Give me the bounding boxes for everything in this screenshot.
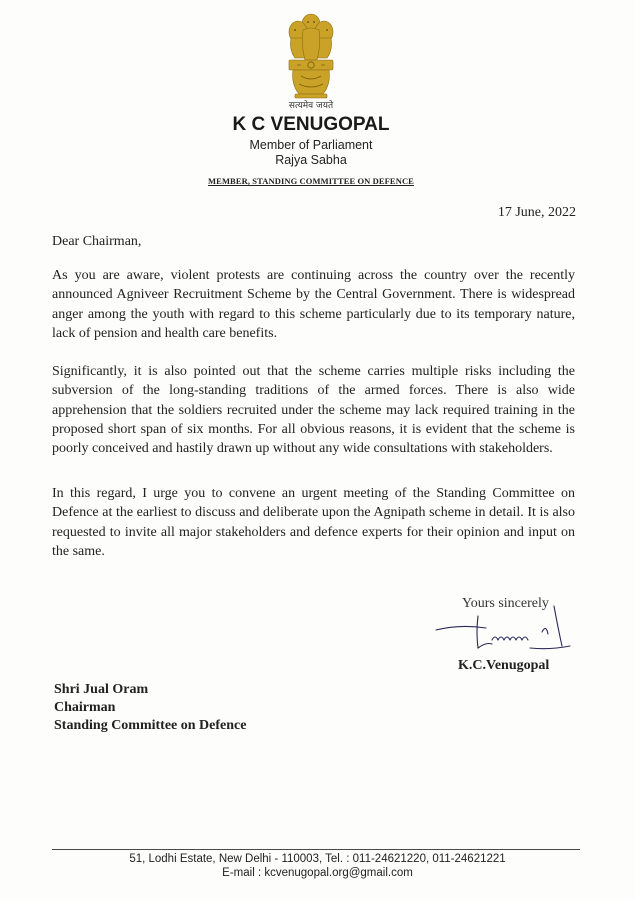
- body-paragraph-3: In this regard, I urge you to convene an urgent meeting of the Standing Committee on Defence at the earliest to discuss and deliberate upon the Agnipath scheme in detail. It is also requested to invite all major stakeholders and defence experts for their opinion and input on the same.: [52, 486, 575, 559]
- addressee-name: Shri Jual Oram: [54, 682, 149, 697]
- signer-name: K.C.Venugopal: [458, 658, 550, 673]
- addressee-title: Chairman: [54, 700, 116, 715]
- closing: Yours sincerely: [462, 596, 549, 611]
- body-paragraph-2: Significantly, it is also pointed out that the scheme carries multiple risks including the subversion of the long-standing traditions of the armed forces. There is also wide apprehension that the soldiers recruited under the scheme may lack required training in the proposed short span of six months. For all obvious reasons, it is evident that the scheme is poorly conceived and hastily drawn up without any wide consultations with stakeholders.: [52, 364, 575, 457]
- letter-date: 17 June, 2022: [497, 205, 576, 220]
- footer-divider: [52, 849, 580, 850]
- body-paragraph-1: As you are aware, violent protests are continuing across the country over the recently announced Agniveer Recruitment Scheme by the Central Government. There is widespread anger among the youth with regard to this scheme particularly due to its temporary nature, lack of pension and health care benefits.: [52, 268, 575, 341]
- footer-address: 51, Lodhi Estate, New Delhi - 110003, Tel. : 011-24621220, 011-24621221: [129, 853, 506, 865]
- letterhead-committee: MEMBER, STANDING COMMITTEE ON DEFENCE: [208, 176, 414, 186]
- salutation: Dear Chairman,: [52, 234, 142, 249]
- emblem-motto: सत्यमेव जयते: [288, 101, 334, 111]
- handwritten-signature: [430, 602, 580, 662]
- footer-email: E-mail : kcvenugopal.org@gmail.com: [222, 867, 413, 879]
- national-emblem-icon: [279, 10, 343, 100]
- addressee-org: Standing Committee on Defence: [54, 718, 247, 733]
- letterhead-house: Rajya Sabha: [275, 153, 347, 167]
- letterhead-name: K C VENUGOPAL: [232, 114, 390, 135]
- letterhead-role: Member of Parliament: [249, 138, 373, 152]
